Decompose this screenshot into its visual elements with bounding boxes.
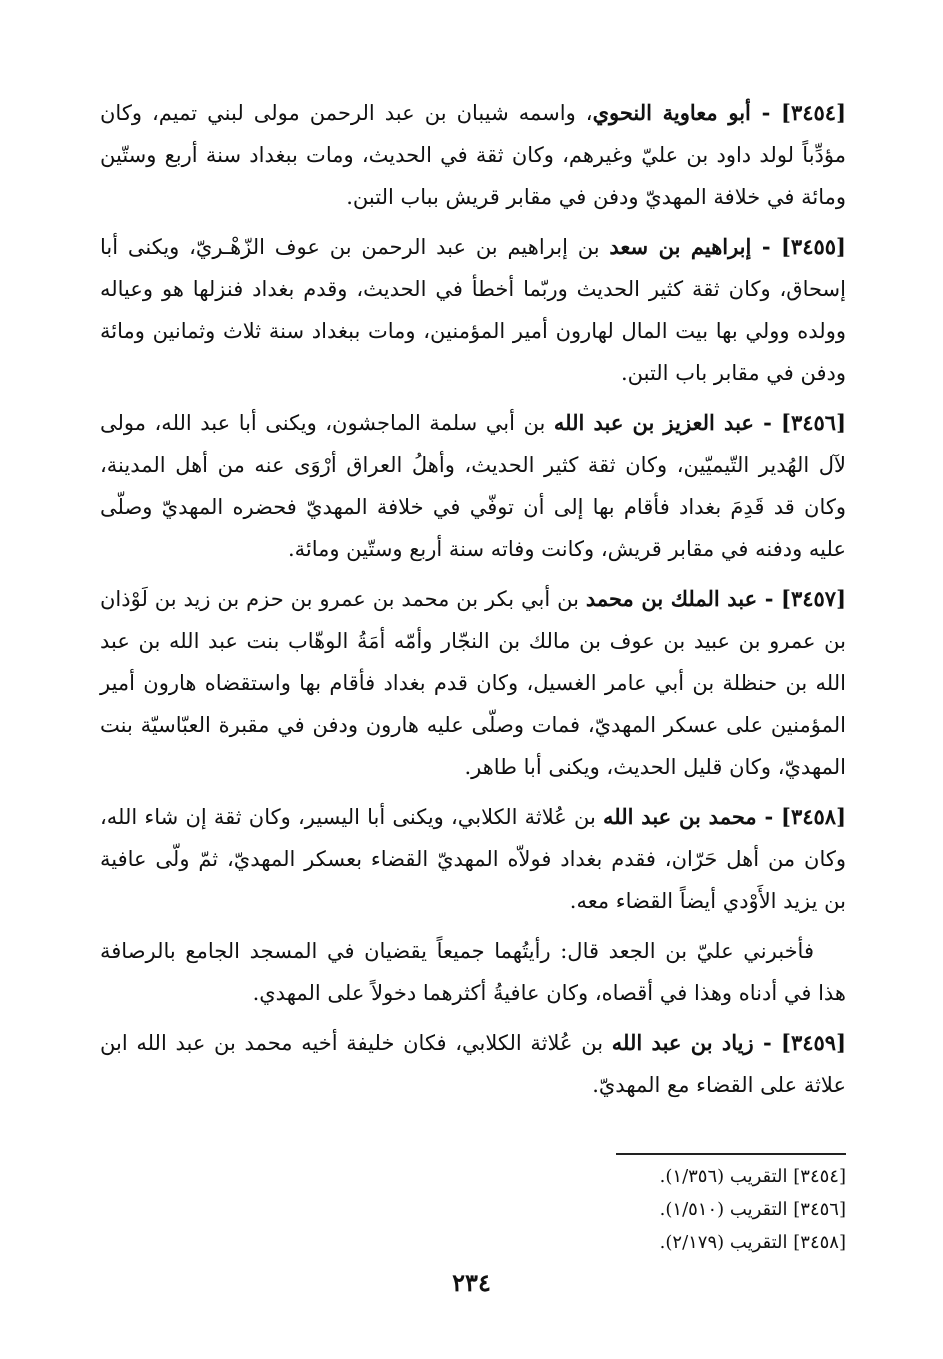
entry-text: بن إبراهيم بن عبد الرحمن بن عوف الزّهْـريّ، ويكنى أبا إسحاق، وكان ثقة كثير الحديث وربّما أخطأ في الحديث، وقدم بغداد فنزلها هو وعياله وولده وولي بها بيت المال لهارون أمير المؤمنين، ومات ببغداد سنة ثلاث وثمانين ومائة ودفن في مقابر باب التبن.: [100, 235, 846, 385]
footnotes: [460, 1160, 846, 1259]
entry-text: بن أبي سلمة الماجشون، ويكنى أبا عبد الله، مولى لآل الهُدير التّيميّين، وكان ثقة كثير الحديث، وأهلُ العراق أرْوَى عنه من أهل المدينة، وكان قد قَدِمَ بغداد فأقام بها إلى أن توفّي في خلافة المهديّ فحضره المهديّ وصلّى عليه ودفنه في مقابر قريش، وكانت وفاته سنة أربع وستّين ومائة.: [100, 411, 846, 561]
entry-3456: [100, 402, 846, 570]
entry-3454: [100, 92, 846, 218]
entry-3455: [100, 226, 846, 394]
entry-3459: [100, 1022, 846, 1106]
entry-number: [٣٤٥٩] -: [753, 1030, 846, 1055]
entry-number: [٣٤٥٧] -: [757, 586, 846, 611]
entry-number: [٣٤٥٥] -: [751, 234, 846, 259]
entry-number: [٣٤٥٨] -: [756, 804, 846, 829]
entry-name: إبراهيم بن سعد: [609, 234, 752, 259]
entry-number: [٣٤٥٤] -: [750, 100, 846, 125]
entry-name: عبد الملك بن محمد: [585, 586, 758, 611]
footnote-3454: [٣٤٥٤] التقريب (١/٣٥٦).: [659, 1166, 846, 1187]
entry-name: زياد بن عبد الله: [611, 1030, 754, 1055]
entry-text: بن عُلاثة الكلابي، ويكنى أبا اليسير، وكان ثقة إن شاء الله، وكان من أهل حَرّان، فقدم بغداد فولاّه المهديّ القضاء بعسكر المهديّ، ثمّ ولّى عافية بن يزيد الأَوْدي أيضاً القضاء معه.: [100, 805, 846, 913]
entry-number: [٣٤٥٦] -: [753, 410, 846, 435]
entry-name: عبد العزيز بن عبد الله: [553, 410, 754, 435]
narration-paragraph: فأخبرني عليّ بن الجعد قال: رأيتُهما جميعاً يقضيان في المسجد الجامع بالرصافة هذا في أدناه وهذا في أقصاه، وكان عافيةُ أكثرهما دخولاً على المهدي.: [100, 939, 846, 1005]
entry-3457: [100, 578, 846, 788]
entry-3458: [100, 796, 846, 922]
entry-text: بن عُلاثة الكلابي، فكان خليفة أخيه محمد بن عبد الله ابن علاثة على القضاء مع المهديّ.: [100, 1031, 846, 1097]
footnote-3456: [٣٤٥٦] التقريب (١/٥١٠).: [659, 1199, 846, 1220]
main-text: [100, 92, 846, 1114]
footnote-3458: [٣٤٥٨] التقريب (٢/١٧٩).: [659, 1232, 846, 1253]
entry-name: محمد بن عبد الله: [603, 804, 757, 829]
page-number: ٢٣٤: [452, 1268, 491, 1297]
entry-text: ، واسمه شيبان بن عبد الرحمن مولى لبني تميم، وكان مؤدِّباً لولد داود بن عليّ وغيرهم، وكان ثقة في الحديث، ومات ببغداد سنة أربع وستّين ومائة في خلافة المهديّ ودفن في مقابر قريش بباب التبن.: [100, 101, 846, 209]
footnote-divider: [616, 1153, 846, 1155]
entry-text: بن أبي بكر بن محمد بن عمرو بن حزم بن زيد بن لَوْذان بن عمرو بن عبيد بن عوف بن مالك بن النجّار وأمّه أمَةُ الوهّاب بنت عبد الله بن عبد الله بن حنظلة بن أبي عامر الغسيل، وكان قدم بغداد فأقام بها واستقضاه هارون أمير المؤمنين على عسكر المهديّ، فمات وصلّى عليه هارون ودفن في مقبرة العبّاسيّة بنت المهديّ، وكان قليل الحديث، ويكنى أبا طاهر.: [100, 587, 846, 779]
entry-name: أبو معاوية النحوي: [592, 100, 751, 125]
